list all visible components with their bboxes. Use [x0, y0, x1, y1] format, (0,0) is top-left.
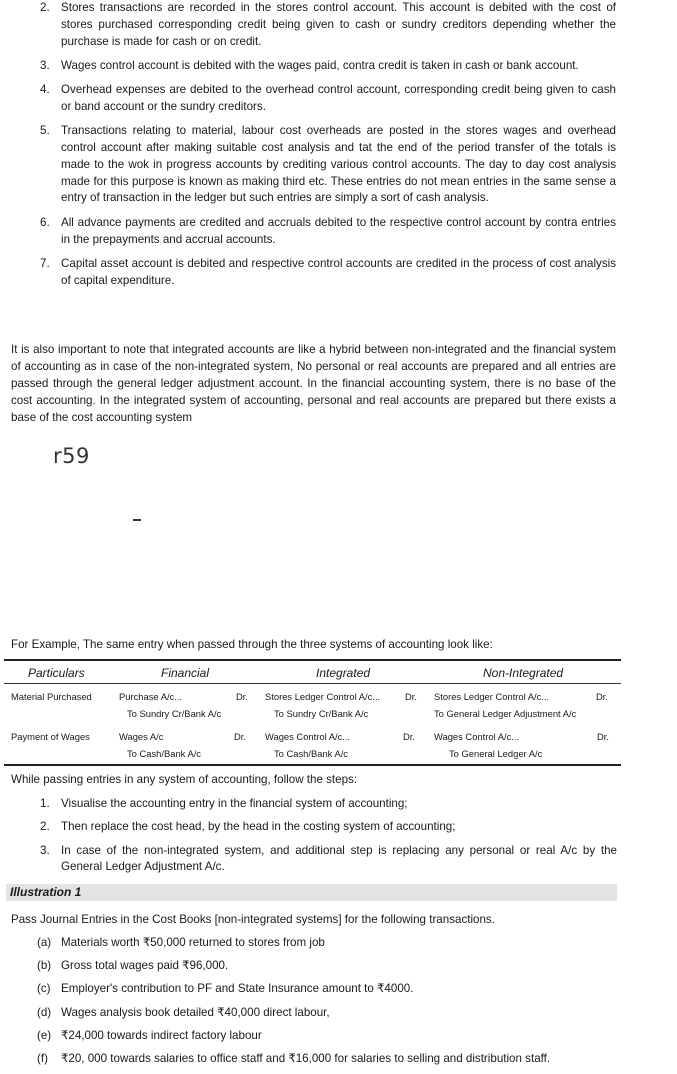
financial-dr-tag: Dr.: [234, 731, 246, 742]
item-number: 4.: [40, 83, 50, 97]
integrated-debit: Stores Ledger Control A/c...: [265, 691, 381, 702]
integrated-debit: Wages Control A/c...: [265, 731, 351, 742]
list-item: [40, 256, 616, 290]
list-item: [37, 981, 617, 998]
table-row: [4, 684, 621, 724]
financial-dr-tag: Dr.: [236, 691, 248, 702]
table-header: [4, 661, 621, 684]
list-item: [37, 1005, 617, 1022]
item-text: Overhead expenses are debited to the overhead control account, corresponding credit being given to cash or band account or the sundry creditors.: [61, 83, 616, 113]
header-particulars: Particulars: [28, 666, 85, 680]
item-number: (d): [37, 1005, 52, 1019]
item-number: 3.: [40, 58, 50, 72]
list-item: [37, 935, 617, 952]
financial-debit: Wages A/c: [119, 731, 164, 742]
illustration-transactions-list: [37, 935, 617, 1074]
item-number: 2.: [40, 1, 50, 14]
item-number: 1.: [40, 797, 50, 810]
item-text: In case of the non-integrated system, and additional step is replacing any personal or real A/c by the General Ledger Adjustment A/c.: [61, 843, 617, 874]
accounting-systems-table: [4, 659, 621, 766]
illustration-intro: Pass Journal Entries in the Cost Books [non-integrated systems] for the following transactions.: [11, 913, 495, 926]
list-item: [40, 215, 616, 249]
list-item: [40, 123, 616, 207]
list-item: [40, 819, 617, 836]
header-financial: Financial: [161, 666, 210, 680]
item-number: (a): [37, 936, 52, 949]
financial-credit: To Cash/Bank A/c: [127, 748, 201, 759]
item-number: 2.: [40, 820, 50, 834]
item-text: Stores transactions are recorded in the stores control account. This account is debited with the cost of stores purchased corresponding credit being given to cash or sundry creditors depending whether the purchase is made for cash or on credit.: [61, 1, 616, 48]
item-text: Materials worth ₹50,000 returned to stores from job: [61, 936, 325, 949]
item-text: Employer's contribution to PF and State Insurance amount to ₹4000.: [61, 982, 414, 996]
item-text: Wages analysis book detailed ₹40,000 direct labour,: [61, 1005, 330, 1019]
item-text: Visualise the accounting entry in the financial system of accounting;: [61, 797, 408, 810]
item-text: ₹24,000 towards indirect factory labour: [61, 1028, 262, 1042]
steps-intro: While passing entries in any system of accounting, follow the steps:: [11, 773, 358, 786]
row-particular: Payment of Wages: [11, 731, 90, 742]
page-number: r59: [53, 444, 90, 468]
integrated-credit: To Sundry Cr/Bank A/c: [274, 708, 369, 719]
item-text: Gross total wages paid ₹96,000.: [61, 959, 229, 973]
list-item: [40, 0, 616, 50]
stray-mark: [133, 519, 141, 521]
item-text: Capital asset account is debited and respective control accounts are credited in the process of cost analysis of capital expenditure.: [61, 256, 616, 287]
table-row: [4, 724, 621, 764]
item-text: All advance payments are credited and accruals debited to the respective control account by contra entries in the prepayments and accrual accounts.: [61, 215, 616, 246]
example-intro: For Example, The same entry when passed through the three systems of accounting look like:: [11, 638, 493, 651]
item-number: 6.: [40, 215, 50, 229]
financial-credit: To Sundry Cr/Bank A/c: [127, 708, 222, 719]
list-item: [40, 58, 616, 75]
header-integrated: Integrated: [316, 666, 371, 680]
item-number: (f): [37, 1051, 48, 1065]
item-number: (b): [37, 959, 52, 973]
list-item: [37, 1051, 617, 1068]
item-number: 7.: [40, 256, 50, 270]
control-account-list: [40, 0, 616, 297]
financial-debit: Purchase A/c...: [119, 691, 183, 702]
item-number: (e): [37, 1028, 52, 1042]
list-item: [40, 796, 617, 813]
integrated-dr-tag: Dr.: [405, 691, 417, 702]
steps-list: [40, 796, 617, 883]
item-number: 3.: [40, 843, 50, 857]
non-integrated-credit: To General Ledger A/c: [449, 748, 543, 759]
illustration-heading-bar: [6, 884, 617, 901]
list-item: [37, 958, 617, 975]
non-integrated-credit: To General Ledger Adjustment A/c: [434, 708, 577, 719]
non-integrated-dr-tag: Dr.: [596, 691, 608, 702]
non-integrated-dr-tag: Dr.: [597, 731, 609, 742]
item-number: (c): [37, 982, 51, 996]
non-integrated-debit: Stores Ledger Control A/c...: [434, 691, 550, 702]
integrated-accounts-paragraph: It is also important to note that integrated accounts are like a hybrid between non-integrated and the financial system of accounting as in case of the non-integrated system, No personal or real accounts are prepared and all entries are passed through the general ledger adjustment account. In the financial accounting system, there is no base of the cost accounting. In the integrated system of accounting, personal and real accounts are prepared but there exists a base of the cost accounting system: [11, 343, 616, 424]
item-text: Then replace the cost head, by the head in the costing system of accounting;: [61, 820, 456, 834]
item-text: ₹20, 000 towards salaries to office staff and ₹16,000 for salaries to selling and distribution staff.: [61, 1051, 551, 1065]
row-particular: Material Purchased: [11, 691, 92, 702]
item-text: Wages control account is debited with the wages paid, contra credit is taken in cash or bank account.: [61, 58, 579, 72]
list-item: [37, 1028, 617, 1045]
integrated-dr-tag: Dr.: [403, 731, 415, 742]
illustration-title: Illustration 1: [10, 885, 82, 899]
header-non-integrated: Non-Integrated: [483, 666, 564, 680]
item-text: Transactions relating to material, labour cost overheads are posted in the stores wages and overhead control account after making suitable cost analysis and tat the end of the period transfer of the totals is made to the wok in progress accounts by crediting various control accounts. The day to day cost analysis made for this purpose is known as making third etc. These entries do not mean entries in the same sense a entry of transaction in the ledger but such entries are simply a sort of cash analysis.: [61, 124, 616, 205]
list-item: [40, 843, 617, 877]
item-number: 5.: [40, 124, 50, 138]
integrated-credit: To Cash/Bank A/c: [274, 748, 348, 759]
non-integrated-debit: Wages Control A/c...: [434, 731, 520, 742]
list-item: [40, 82, 616, 116]
